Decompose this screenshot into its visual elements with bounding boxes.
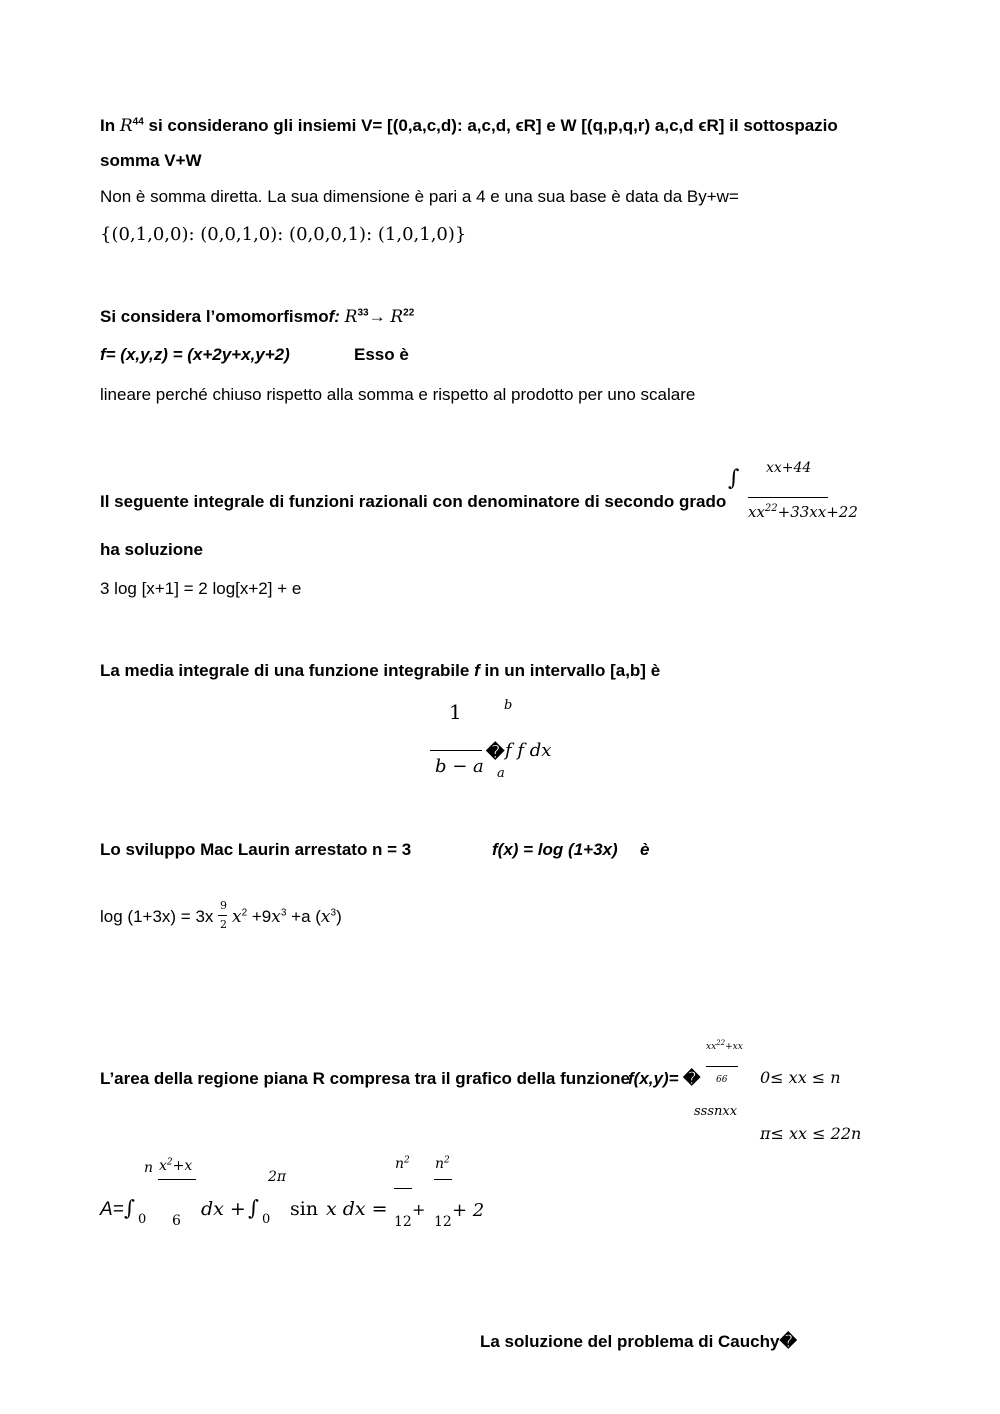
s7-a: A= [100, 1199, 124, 1220]
s7-f1num: $n^2$ [395, 1155, 410, 1172]
s5-expansion-left: log (1+3x) = 3x [100, 907, 214, 926]
s3-line2: ha soluzione [100, 540, 203, 559]
s6-fraction-bar [706, 1066, 738, 1067]
s3-line1: Il seguente integrale di funzioni razionali con denominatore di secondo grado [100, 492, 727, 511]
s1-basis: {(0,1,0,0): (0,0,1,0): (0,0,0,1): (1,0,1,0)} [100, 224, 467, 245]
s7-int1: ∫ [124, 1196, 135, 1220]
s4-num: 1 [449, 700, 462, 724]
s4-den: b − a [435, 756, 484, 777]
s5-frac-num: 9 [220, 899, 227, 912]
s5-frac-den: 2 [220, 918, 227, 931]
s7-up1: n [144, 1160, 154, 1176]
s5-line1: Lo sviluppo Mac Laurin arrestato n = 3 [100, 840, 412, 859]
s7-f2den: 12 [434, 1214, 452, 1230]
s7-frac1-bar [158, 1179, 196, 1180]
s7-f2bar [434, 1179, 452, 1180]
s5-function: f(x) = log (1+3x) [492, 840, 618, 859]
s4-upper: b [504, 698, 513, 713]
s8-glyph: � [779, 1332, 797, 1351]
s7-sin: sin [290, 1198, 319, 1220]
s4-glyph: � [486, 742, 505, 762]
s3-integral-sign: ∫ [728, 466, 740, 491]
s7-up2: 2π [268, 1169, 287, 1185]
s7-sinrest: x dx = [326, 1198, 388, 1220]
s6-glyph: � [683, 1069, 701, 1088]
s2-line3: lineare perché chiuso rispetto alla somma e rispetto al prodotto per uno scalare [100, 385, 696, 404]
s7-den1: 6 [172, 1213, 181, 1229]
s1-line2: somma V+W [100, 151, 202, 170]
s6-top: $xx^{22}+xx$ [706, 1039, 743, 1052]
s6-sss: sssnxx [694, 1104, 738, 1119]
s3-fraction-bar [748, 497, 828, 498]
s7-plus1: + [412, 1200, 426, 1219]
s7-int2: ∫ [248, 1196, 259, 1220]
s5-expansion-right: $x^2 +9x^3 +a$ $(x^3)$ [232, 907, 342, 927]
s5-frac-bar [218, 915, 227, 916]
s8-line1: La soluzione del problema di Cauchy� [480, 1332, 797, 1351]
s4-line1: La media integrale di una funzione integrabile f in un intervallo [a,b] è [100, 661, 661, 680]
s5-e: è [640, 840, 650, 859]
s7-sub1: 0 [138, 1212, 147, 1227]
s4-fraction-bar [430, 750, 482, 751]
s6-fx: f(x,y)= [628, 1069, 679, 1088]
s1-line3: Non è somma diretta. La sua dimensione è pari a 4 e una sua base è data da By+w= [100, 187, 739, 206]
s3-solution: 3 log [x+1] = 2 log[x+2] + e [100, 579, 302, 598]
s7-f1bar [394, 1188, 412, 1189]
s7-plus2: + 2 [452, 1200, 485, 1221]
s2-esso: Esso è [354, 345, 409, 364]
s7-f1den: 12 [394, 1214, 412, 1230]
s6-line1: L’area della regione piana R compresa tra il grafico della funzione [100, 1069, 630, 1088]
s2-function: f= (x,y,z) = (x+2y+x,y+2) [100, 345, 290, 364]
s4-lower: a [497, 766, 505, 781]
s4-body: f f dx [505, 740, 552, 761]
s7-f2num: $n^2$ [435, 1155, 450, 1172]
s7-sub2: 0 [262, 1212, 271, 1227]
s3-numerator: xx+44 [766, 460, 812, 476]
s3-denominator: $xx^{22}+33xx+22$ [748, 503, 858, 521]
s1-line1: In $R^{44}$ si considerano gli insiemi V= [(0,a,c,d): a,c,d, ϵR] e W [(q,p,q,r) a,c,d ϵR] il sottospazio [100, 116, 838, 136]
s6-cond1: 0≤ xx ≤ n [760, 1068, 841, 1087]
s6-cond2: π≤ xx ≤ 22n [760, 1124, 862, 1143]
s7-num1: $x^2+x$ [159, 1157, 193, 1174]
s6-den: 66 [716, 1075, 728, 1085]
s7-dx1: dx + [201, 1198, 246, 1220]
s2-line1: Si considera l’omomorfismof: $R^{33}\to R^{22}$ [100, 307, 415, 327]
